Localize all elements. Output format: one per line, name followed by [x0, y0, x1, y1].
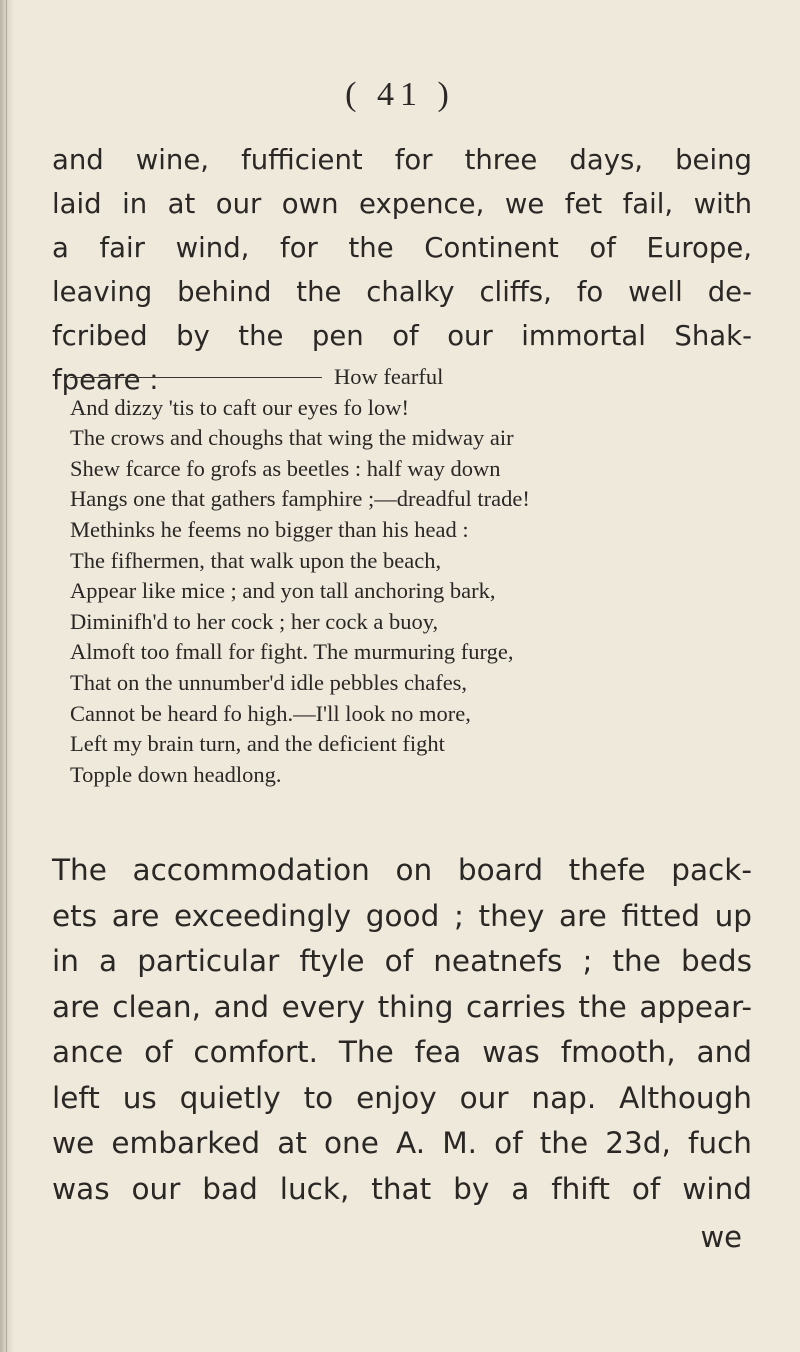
quote-first-line: [70, 362, 750, 393]
paragraph-2: [52, 848, 752, 1212]
page-binding-line: [6, 0, 7, 1352]
quote-dash-rule: [70, 377, 322, 378]
text-line: in a particular ftyle of neatnefs ; the beds: [52, 944, 752, 978]
text-line: was our bad luck, that by a fhift of wind: [52, 1171, 752, 1206]
text-line: ance of comfort. The fea was fmooth, and: [52, 1035, 752, 1069]
verse-line: How fearful: [334, 364, 444, 389]
page-number: ( 41 ): [345, 76, 455, 113]
verse-line: The crows and choughs that wing the midway air: [70, 425, 514, 451]
text-line: laid in at our own expence, we fet fail, with: [52, 188, 752, 220]
verse-line: Diminifh'd to her cock ; her cock a buoy,: [70, 608, 439, 634]
shakespeare-quote: [70, 362, 750, 790]
verse-line: That on the unnumber'd idle pebbles chafes,: [70, 669, 468, 695]
verse-line: Appear like mice ; and yon tall anchoring bark,: [70, 578, 496, 604]
text-line: fpeare :: [52, 364, 159, 396]
verse-line: Cannot be heard fo high.—I'll look no more,: [70, 700, 471, 726]
catchword: we: [700, 1220, 742, 1254]
verse-line: Hangs one that gathers famphire ;—dreadful trade!: [70, 486, 530, 512]
verse-line: The fifhermen, that walk upon the beach,: [70, 547, 442, 573]
text-line: The accommodation on board thefe pack-: [52, 853, 752, 887]
verse-line: And dizzy 'tis to caft our eyes fo low!: [70, 394, 409, 420]
verse-line: Topple down headlong.: [70, 761, 282, 787]
verse-line: Left my brain turn, and the deficient fight: [70, 731, 445, 757]
text-line: left us quietly to enjoy our nap. Although: [52, 1080, 752, 1115]
text-line: ets are exceedingly good ; they are fitted up: [52, 898, 752, 933]
text-line: a fair wind, for the Continent of Europe,: [52, 232, 752, 264]
text-line: and wine, fufficient for three days, being: [52, 144, 752, 176]
verse-line: Methinks he feems no bigger than his head :: [70, 516, 469, 542]
text-line: fcribed by the pen of our immortal Shak-: [52, 320, 752, 352]
text-line: are clean, and every thing carries the appear-: [52, 989, 752, 1024]
text-line: we embarked at one A. M. of the 23d, fuch: [52, 1126, 752, 1160]
verse-line: Almoft too fmall for fight. The murmuring furge,: [70, 639, 514, 665]
text-line: leaving behind the chalky cliffs, fo well de-: [52, 276, 752, 308]
verse-line: Shew fcarce fo grofs as beetles : half way down: [70, 455, 501, 481]
page-binding-edge: [0, 0, 14, 1352]
